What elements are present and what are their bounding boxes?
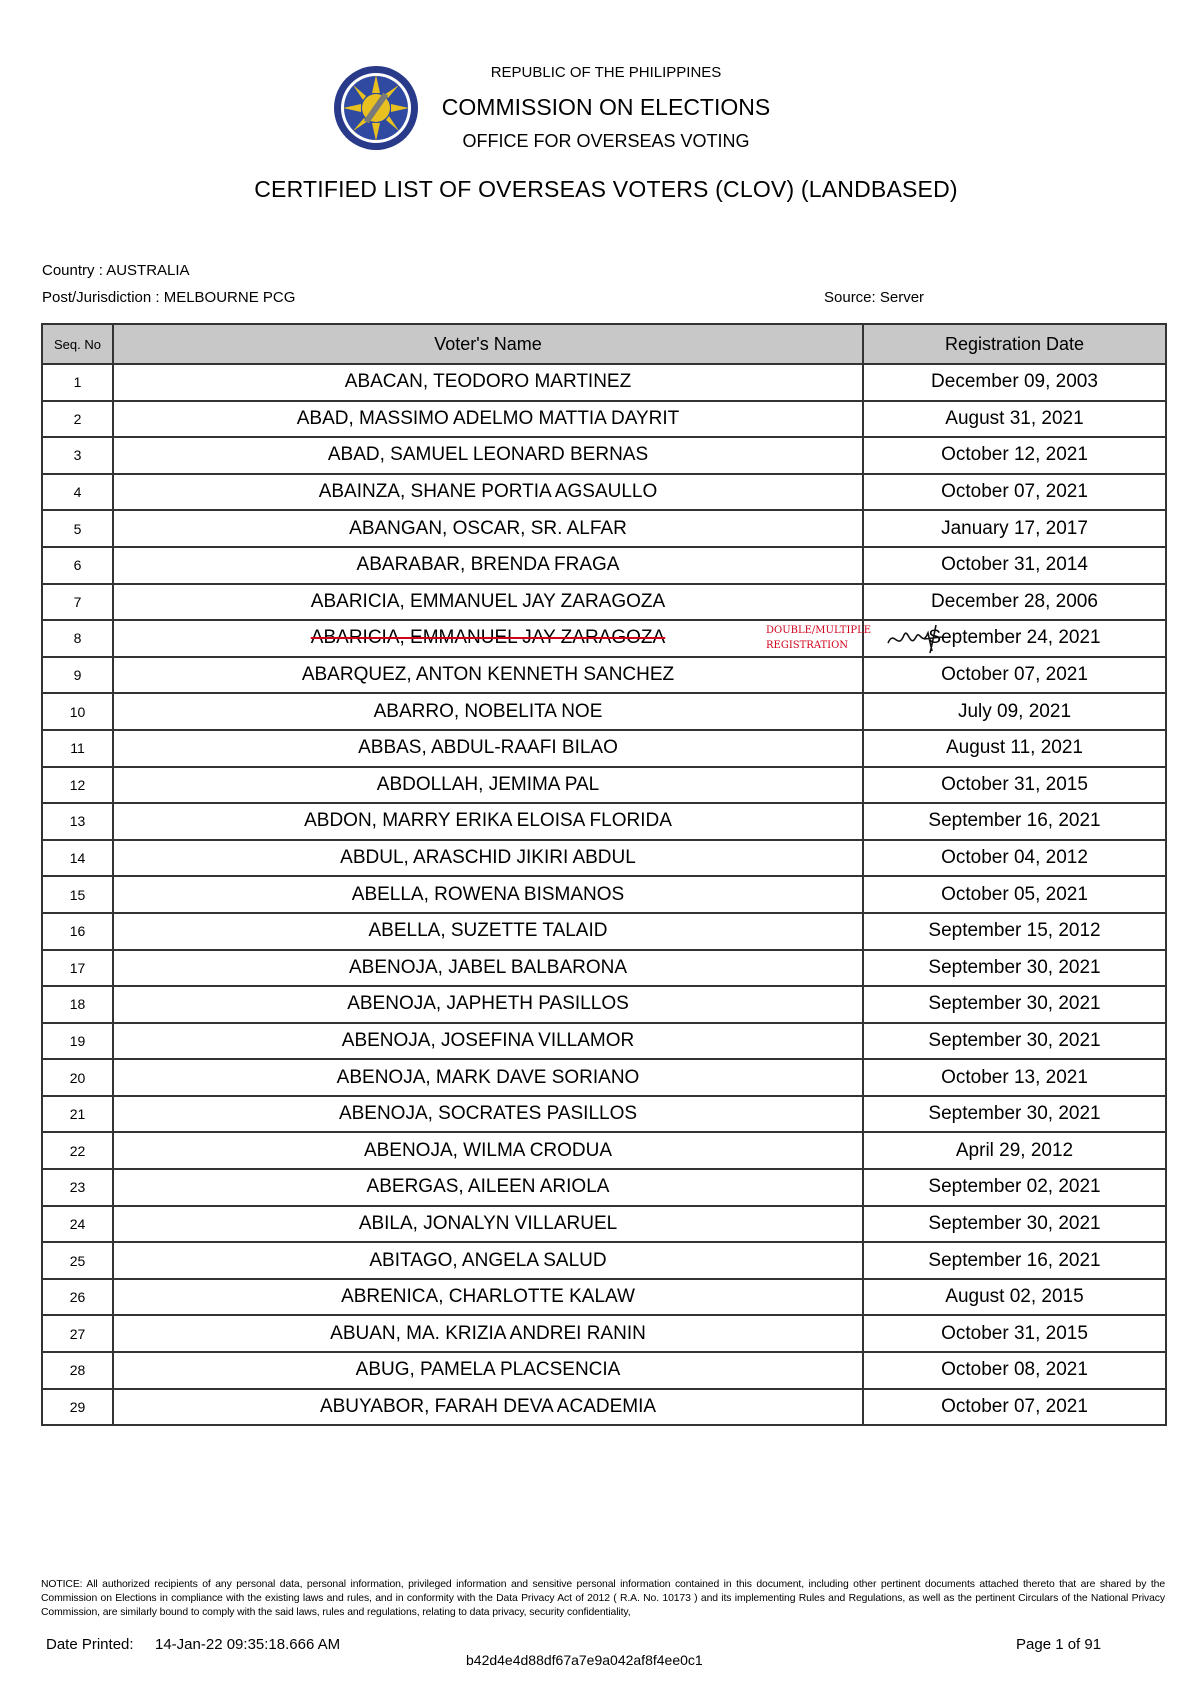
seq-no-cell: 20 [42,1059,113,1096]
signature-icon [884,621,944,655]
voter-name-cell [113,1059,863,1096]
seq-no-cell: 22 [42,1132,113,1169]
voter-name: ABACAN, TEODORO MARTINEZ [344,371,632,393]
source-label: Source: Server [824,289,925,306]
voter-name-cell [113,364,863,401]
voter-name-cell [113,876,863,913]
seq-no-cell: 2 [42,401,113,438]
voter-name: ABENOJA, WILMA CRODUA [363,1139,613,1161]
seq-no-cell: 7 [42,584,113,621]
registration-date-cell: September 30, 2021 [863,1023,1166,1060]
registration-date-cell: October 07, 2021 [863,474,1166,511]
seq-no-cell: 12 [42,767,113,804]
voter-name-cell [113,1169,863,1206]
registration-date-cell: October 31, 2014 [863,547,1166,584]
registration-date-cell: September 30, 2021 [863,950,1166,987]
registration-date-cell: October 04, 2012 [863,840,1166,877]
privacy-notice: NOTICE: All authorized recipients of any personal data, personal information, privileged information and sensitive personal information contained in this document, including other pertinent documents attached thereto that are shared by the Commission on Elections in compliance with the existing laws and rules, and in conformity with the Data Privacy Act of 2012 ( R.A. No. 10173 ) and its implementing Rules and Regulations, as well as the pertinent Circulars of the National Privacy Commission, are similarly bound to comply with the said laws, rules and regulations, relating to data privacy, security confidentiality, [41,1579,1165,1618]
registration-date-cell: September 16, 2021 [863,803,1166,840]
seq-no-cell: 8 [42,620,113,657]
date-printed-label: Date Printed: [46,1636,134,1653]
table-row [42,1169,1166,1206]
voter-name-cell [113,1096,863,1133]
registration-date-cell: October 31, 2015 [863,767,1166,804]
voter-name: ABENOJA, JOSEFINA VILLAMOR [341,1029,635,1051]
table-row [42,1023,1166,1060]
registration-date-cell: September 30, 2021 [863,1096,1166,1133]
voter-name: ABUYABOR, FARAH DEVA ACADEMIA [319,1395,657,1417]
seq-no-cell: 17 [42,950,113,987]
voter-name: ABDON, MARRY ERIKA ELOISA FLORIDA [304,810,672,832]
registration-date-cell: September 16, 2021 [863,1242,1166,1279]
country-label: Country : AUSTRALIA [42,262,190,279]
annotation-line: REGISTRATION [766,640,849,652]
voter-name: ABENOJA, JAPHETH PASILLOS [347,993,629,1015]
registration-date-cell: August 11, 2021 [863,730,1166,767]
voter-name-cell [113,510,863,547]
voter-name-cell [113,986,863,1023]
voter-name: ABENOJA, MARK DAVE SORIANO [336,1066,640,1088]
voter-name-cell [113,1315,863,1352]
registration-date-cell: September 15, 2012 [863,913,1166,950]
voter-name-cell [113,767,863,804]
seq-no-cell: 23 [42,1169,113,1206]
voter-name-cell [113,1242,863,1279]
table-row [42,693,1166,730]
voter-name: ABRENICA, CHARLOTTE KALAW [341,1286,635,1308]
voter-name-cell [113,547,863,584]
registration-date-cell: October 05, 2021 [863,876,1166,913]
voter-name-header: Voter's Name [113,324,863,364]
table-row [42,1096,1166,1133]
table-row [42,913,1166,950]
table-row [42,1315,1166,1352]
voter-name: ABENOJA, JABEL BALBARONA [348,956,628,978]
registration-date-cell: October 07, 2021 [863,1389,1166,1426]
voter-name: ABILA, JONALYN VILLARUEL [358,1212,618,1234]
voter-name-cell [113,950,863,987]
voter-name-cell [113,657,863,694]
table-row [42,620,1166,657]
table-row [42,401,1166,438]
registration-date-cell: October 31, 2015 [863,1315,1166,1352]
voter-name-cell [113,584,863,621]
registration-date-cell: August 02, 2015 [863,1279,1166,1316]
voter-name: ABANGAN, OSCAR, SR. ALFAR [349,517,627,539]
table-row [42,730,1166,767]
voter-name: ABBAS, ABDUL-RAAFI BILAO [358,737,618,759]
voter-name-cell [113,401,863,438]
table-row [42,950,1166,987]
table-row [42,1242,1166,1279]
voter-name: ABARRO, NOBELITA NOE [373,700,603,722]
registration-date-cell: October 13, 2021 [863,1059,1166,1096]
table-row [42,1206,1166,1243]
table-row [42,1132,1166,1169]
table-row [42,1389,1166,1426]
table-row [42,584,1166,621]
seq-no-cell: 19 [42,1023,113,1060]
seq-no-cell: 5 [42,510,113,547]
seq-no-cell: 11 [42,730,113,767]
voter-name-cell [113,1279,863,1316]
seq-no-cell: 14 [42,840,113,877]
seq-no-cell: 28 [42,1352,113,1389]
table-row [42,364,1166,401]
seq-no-cell: 27 [42,1315,113,1352]
voters-table [41,323,1167,1426]
seq-no-cell: 18 [42,986,113,1023]
registration-date-cell: September 24, 2021 [863,620,1166,657]
seq-no-cell: 24 [42,1206,113,1243]
table-row [42,1279,1166,1316]
table-row [42,437,1166,474]
annotation-line: DOUBLE/MULTIPLE [766,625,872,637]
voter-name-cell [113,693,863,730]
table-row [42,876,1166,913]
date-printed-value: 14-Jan-22 09:35:18.666 AM [155,1636,341,1653]
registration-date-cell: September 02, 2021 [863,1169,1166,1206]
voter-name-cell [113,1352,863,1389]
voter-name-cell [113,803,863,840]
registration-date-cell: October 07, 2021 [863,657,1166,694]
table-row [42,657,1166,694]
registration-date-header: Registration Date [863,324,1166,364]
seq-no-cell: 6 [42,547,113,584]
voter-name-cell [113,437,863,474]
registration-date-cell: September 30, 2021 [863,1206,1166,1243]
table-header-row [42,324,1166,364]
voter-name-cell [113,730,863,767]
seq-no-cell: 21 [42,1096,113,1133]
voter-name: ABAD, SAMUEL LEONARD BERNAS [327,444,649,466]
seq-no-cell: 10 [42,693,113,730]
registration-date-cell: July 09, 2021 [863,693,1166,730]
voter-name: ABERGAS, AILEEN ARIOLA [366,1176,610,1198]
voter-name-cell [113,840,863,877]
table-row [42,547,1166,584]
registration-date-cell: October 08, 2021 [863,1352,1166,1389]
seq-no-cell: 4 [42,474,113,511]
registration-date-cell: September 30, 2021 [863,986,1166,1023]
voter-name-cell [113,474,863,511]
voter-rows [42,364,1166,1425]
voter-name: ABELLA, SUZETTE TALAID [368,920,608,942]
voter-name: ABARICIA, EMMANUEL JAY ZARAGOZA [310,590,666,612]
document-hash: b42d4e4d88df67a7e9a042af8f4ee0c1 [466,1652,703,1668]
table-row [42,510,1166,547]
voter-name: ABARABAR, BRENDA FRAGA [356,554,620,576]
voter-name: ABDOLLAH, JEMIMA PAL [376,773,600,795]
seq-no-cell: 13 [42,803,113,840]
seq-no-cell: 26 [42,1279,113,1316]
page-indicator: Page 1 of 91 [1016,1636,1102,1653]
table-row [42,803,1166,840]
registration-date-cell: January 17, 2017 [863,510,1166,547]
voter-name: ABENOJA, SOCRATES PASILLOS [338,1103,638,1125]
post-jurisdiction-label: Post/Jurisdiction : MELBOURNE PCG [42,289,296,306]
seq-no-header: Seq. No [42,324,113,364]
voter-name-cell [113,1206,863,1243]
table-row [42,986,1166,1023]
registration-date-cell: December 09, 2003 [863,364,1166,401]
double-registration-annotation [766,623,871,653]
document-title: CERTIFIED LIST OF OVERSEAS VOTERS (CLOV) (LANDBASED) [254,176,958,202]
commission-heading: COMMISSION ON ELECTIONS [441,94,771,120]
voter-name: ABDUL, ARASCHID JIKIRI ABDUL [340,847,636,869]
republic-heading: REPUBLIC OF THE PHILIPPINES [490,64,722,81]
voter-name: ABUAN, MA. KRIZIA ANDREI RANIN [330,1322,646,1344]
table-row [42,767,1166,804]
voter-name: ABITAGO, ANGELA SALUD [369,1249,607,1271]
voter-name-cell [113,1132,863,1169]
voter-name: ABAD, MASSIMO ADELMO MATTIA DAYRIT [296,407,680,429]
registration-date-cell: December 28, 2006 [863,584,1166,621]
voter-name: ABELLA, ROWENA BISMANOS [351,883,625,905]
seq-no-cell: 15 [42,876,113,913]
table-row [42,1059,1166,1096]
registration-date-cell: October 12, 2021 [863,437,1166,474]
voter-name-cell [113,1389,863,1426]
office-heading: OFFICE FOR OVERSEAS VOTING [462,131,750,151]
registration-date-cell: August 31, 2021 [863,401,1166,438]
table-row [42,840,1166,877]
seq-no-cell: 9 [42,657,113,694]
voter-name-cell [113,620,872,657]
table-row [42,1352,1166,1389]
voter-name: ABAINZA, SHANE PORTIA AGSAULLO [318,481,658,503]
voter-name: ABARICIA, EMMANUEL JAY ZARAGOZA [310,627,666,649]
voter-name-cell [113,1023,863,1060]
seq-no-cell: 29 [42,1389,113,1426]
voter-name-cell [113,913,863,950]
seq-no-cell: 1 [42,364,113,401]
seq-no-cell: 3 [42,437,113,474]
seq-no-cell: 16 [42,913,113,950]
table-row [42,474,1166,511]
seq-no-cell: 25 [42,1242,113,1279]
voter-name: ABARQUEZ, ANTON KENNETH SANCHEZ [301,664,675,686]
voter-name: ABUG, PAMELA PLACSENCIA [355,1359,621,1381]
registration-date-cell: April 29, 2012 [863,1132,1166,1169]
